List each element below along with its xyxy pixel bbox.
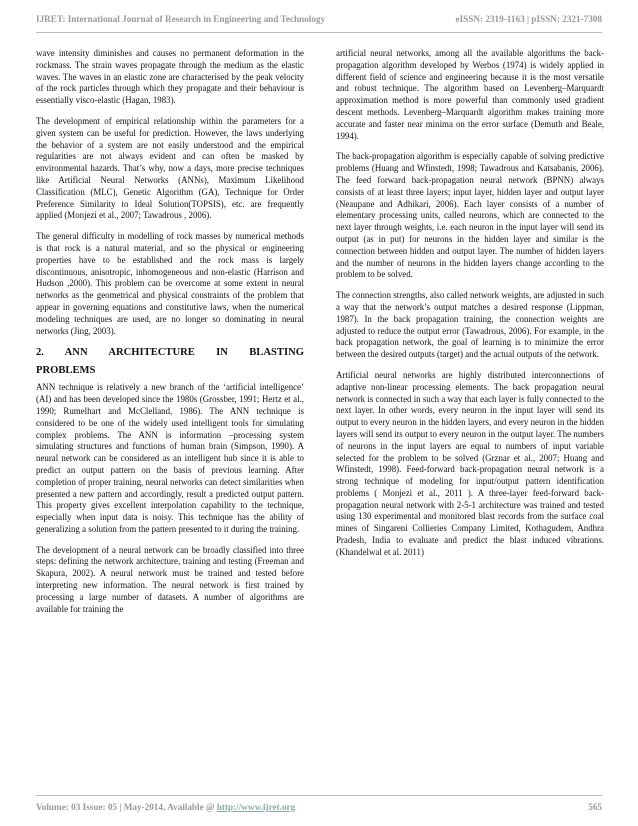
- page-header: [36, 14, 602, 24]
- journal-link[interactable]: http://www.ijret.org: [216, 802, 296, 812]
- footer-volume: [36, 802, 295, 812]
- footer-divider: [36, 795, 602, 796]
- paragraph: The development of a neural network can be broadly classified into three steps: defining the network architecture, training and testing (Freeman and Skapura, 2002). A neural network must be trained and tested before interpreting new information. The neural network is first trained by processing a large number of datasets. A number of algorithms are available for training the: [36, 544, 304, 614]
- journal-title: IJRET: International Journal of Research in Engineering and Technology: [36, 14, 326, 24]
- right-column: [336, 48, 604, 788]
- paragraph: wave intensity diminishes and causes no permanent deformation in the rockmass. The strain waves propagate through the medium as the elastic waves. The waves in an elastic zone are characterised by the peak velocity of the rock particles through which they propagate and their behaviour is essentially visco-elastic (Hagan, 1983).: [36, 48, 304, 106]
- left-column: [36, 48, 304, 788]
- page-number: 565: [588, 802, 602, 812]
- paragraph: artificial neural networks, among all the available algorithms the back-propagation algorithm developed by Werbos (1974) is widely applied in different field of science and engineering because it is the most versatile and robust technique. The algorithm based on Levenberg–Marquardt approximation method is more powerful than commonly used gradient descent methods. Levenberg–Marquardt algorithm makes training more accurate and faster near minima on the error surface (Demuth and Beale, 1994).: [336, 48, 604, 141]
- paragraph: The back-propagation algorithm is especially capable of solving predictive problems (Huang and Wfinstedt, 1998; Tawadrous and Katsabanis, 2006). The feed forward back-propagation neural network (BPNN) always consists of at least three layers; input layer, hidden layer and output layer (Neaupane and Adhikari, 2006). Each layer consists of a number of elementary processing units, called neurons, which are connected to the next layer through weights, i.e. each neuron in the input layer will send its output (as in put) for neurons in the hidden layer and similar is the connection between hidden and output layer. The number of hidden layers and the number of neurons in the hidden layers change according to the problem to be solved.: [336, 151, 604, 280]
- header-divider: [36, 32, 602, 33]
- paragraph: The connection strengths, also called network weights, are adjusted in such a way that the network’s output matches a desired response (Lippman, 1987). In the back propagation training, the connection weights are adjusted to reduce the output error (Tawadrous, 2006). For example, in the back propagation network, the goal of learning is to minimize the error between the desired outputs (target) and the actual outputs of the network.: [336, 290, 604, 360]
- paragraph: The general difficulty in modelling of rock masses by numerical methods is that rock is a natural material, and so the physical or engineering properties have to be established and the rock mass is largely discontinuous, anisotropic, inhomogeneous and non-elastic (Harrison and Hudson ,2000). This problem can be overcome at some extent in neural networks as the geometrical and physical constraints of the problem that appear in governing equations and constitutive laws, when the numerical modeling techniques are used, are no longer so dominating in neural networks (Jing, 2003).: [36, 231, 304, 336]
- page-footer: [36, 802, 602, 812]
- section-heading: 2. ANN ARCHITECTURE IN BLASTING: [36, 347, 304, 359]
- volume-info: Volume: 03 Issue: 05 | May-2014, Available @: [36, 802, 217, 812]
- paragraph: Artificial neural networks are highly distributed interconnections of adaptive non-linear processing elements. The back propagation neural network is connected in such a way that each layer is fully connected to the next layer. In other words, every neuron in the input layer will send its output to every neuron in the hidden layers, and every neuron in the hidden layers will send its output to every neuron in the output layer. The numbers of neurons in the input layers are equal to numbers of input variable selected for the problem to be solved (Grznar et al., 2007; Huang and Wfinstedt, 1998). Feed-forward back-propagation neural network is a strong technique of modeling for input/output pattern identification problems ( Monjezi et al., 2011 ). A three-layer feed-forward back-propagation neural network with 2-5-1 architecture was trained and tested using 130 experimental and monitored blast records from the surface coal mines of Singareni Collieries Company Limited, Kothagudem, Andhra Pradesh, India to evaluate and predict the blast induced vibrations. (Khandelwal et al. 2011): [336, 369, 604, 557]
- paragraph: The development of empirical relationship within the parameters for a given system can be useful for prediction. However, the laws underlying the behavior of a system are not easily understood and the empirical regularities are not always evident and can often be masked by environmental hazards. That’s why, now a days, more precise techniques like Artificial Neural Networks (ANNs), Maximum Likelihood Classification (MLC), Genetic Algorithm (GA), Technique for Order Preference Similarity to Ideal Solution(TOPSIS), etc. are frequently applied (Monjezi et al., 2007; Tawadrous , 2006).: [36, 115, 304, 221]
- issn-info: eISSN: 2319-1163 | pISSN: 2321-7308: [455, 14, 602, 24]
- section-heading-continued: PROBLEMS: [36, 365, 96, 377]
- paragraph: ANN technique is relatively a new branch of the ‘artificial intelligence’ (AI) and has been developed since the 1980s (Grossber, 1991; Hertz et al., 1990; Rumelhart and McClelland, 1986). The ANN technique is considered to be one of the widely used intelligent tools for simulating complex problems. The ANN is information –processing system simulating structures and functions of human brain (Simpson, 1990). A neural network can be considered as an intelligent hub since it is able to predict an output pattern on the basis of previous learning. After completion of proper training, neural networks can detect similarities when presented a new pattern and accordingly, result a predicted output pattern. This property gives excellent interpolation capability to the technique, especially when input data is noisy. This technique has the ability of generalizing a solution from the pattern presented to it during the training.: [36, 382, 304, 534]
